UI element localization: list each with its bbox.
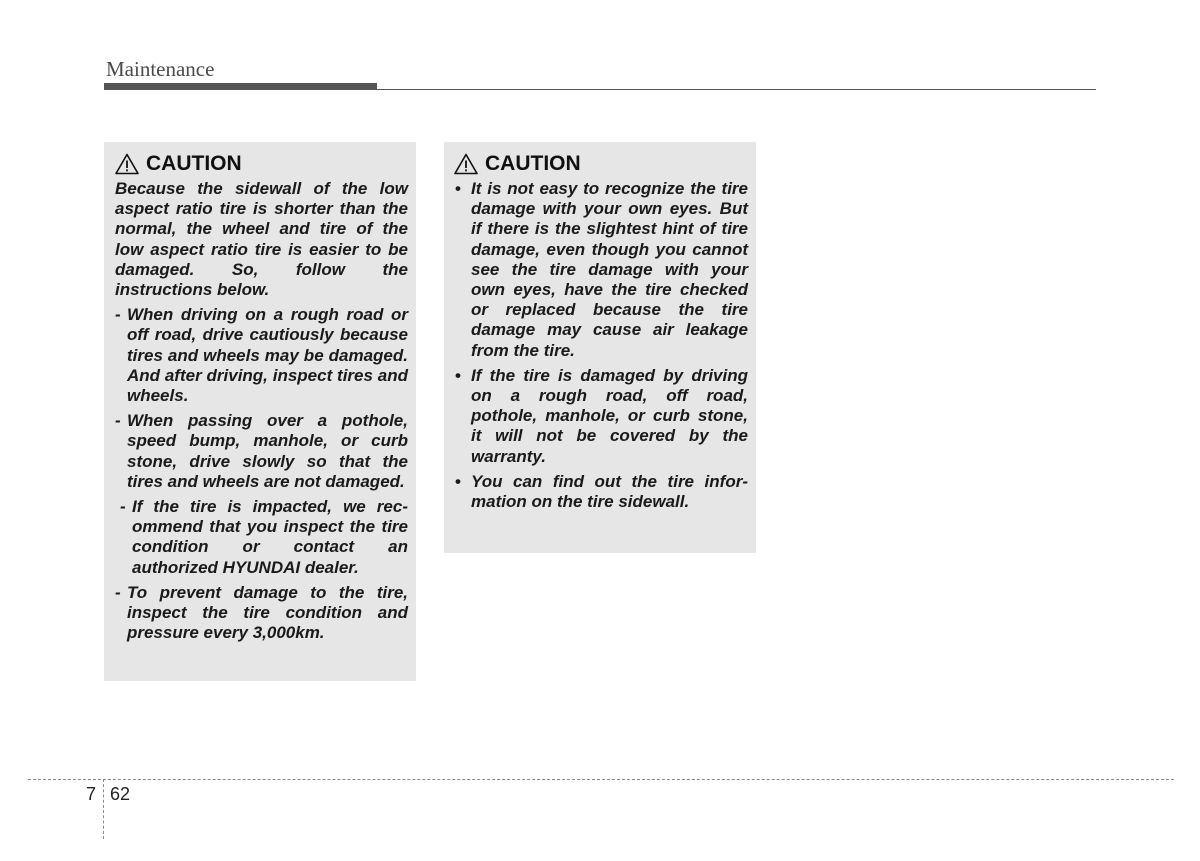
header-rule <box>377 89 1096 90</box>
list-item: - To prevent damage to the tire, inspect the tire condition and pressure every 3,000km. <box>115 583 408 644</box>
caution-box-tire-damage <box>444 142 756 553</box>
section-title: Maintenance <box>106 57 215 81</box>
caution-list <box>115 305 408 643</box>
footer-rule <box>28 779 1174 780</box>
chapter-number: 7 <box>86 784 97 804</box>
list-item: - If the tire is impacted, we recommend that you inspect the tire condition or contact an authorized HYUNDAI dealer. <box>115 497 408 578</box>
warning-triangle-icon <box>115 153 139 175</box>
caution-heading <box>454 152 748 176</box>
footer-divider <box>103 779 104 839</box>
caution-title: CAUTION <box>485 152 581 175</box>
list-item: • If the tire is damaged by driving on a rough road, off road, pothole, manhole, or curb stone, it will not be covered by the warranty. <box>454 366 748 467</box>
header-bar <box>104 83 377 90</box>
caution-heading <box>115 152 408 176</box>
page-number: 62 <box>110 784 131 804</box>
list-item: • You can find out the tire information on the tire sidewall. <box>454 472 748 512</box>
warning-triangle-icon <box>454 153 478 175</box>
caution-title: CAUTION <box>146 152 242 175</box>
caution-intro: Because the sidewall of the low aspect ratio tire is shorter than the normal, the wheel and tire of the low aspect ratio tire is easier to be damaged. So, follow the instructions below. <box>115 179 408 300</box>
list-item: - When passing over a pothole, speed bump, manhole, or curb stone, drive slowly so that the tires and wheels are not damaged. <box>115 411 408 492</box>
list-item: • It is not easy to recognize the tire damage with your own eyes. But if there is the slightest hint of tire damage, even though you cannot see the tire damage with your own eyes, have the tire checked or replaced because the tire damage may cause air leakage from the tire. <box>454 179 748 361</box>
list-item: - When driving on a rough road or off road, drive cautiously because tires and wheels may be damaged. And after driving, inspect tires and wheels. <box>115 305 408 406</box>
caution-box-sidewall <box>104 142 416 681</box>
caution-list <box>454 179 748 512</box>
